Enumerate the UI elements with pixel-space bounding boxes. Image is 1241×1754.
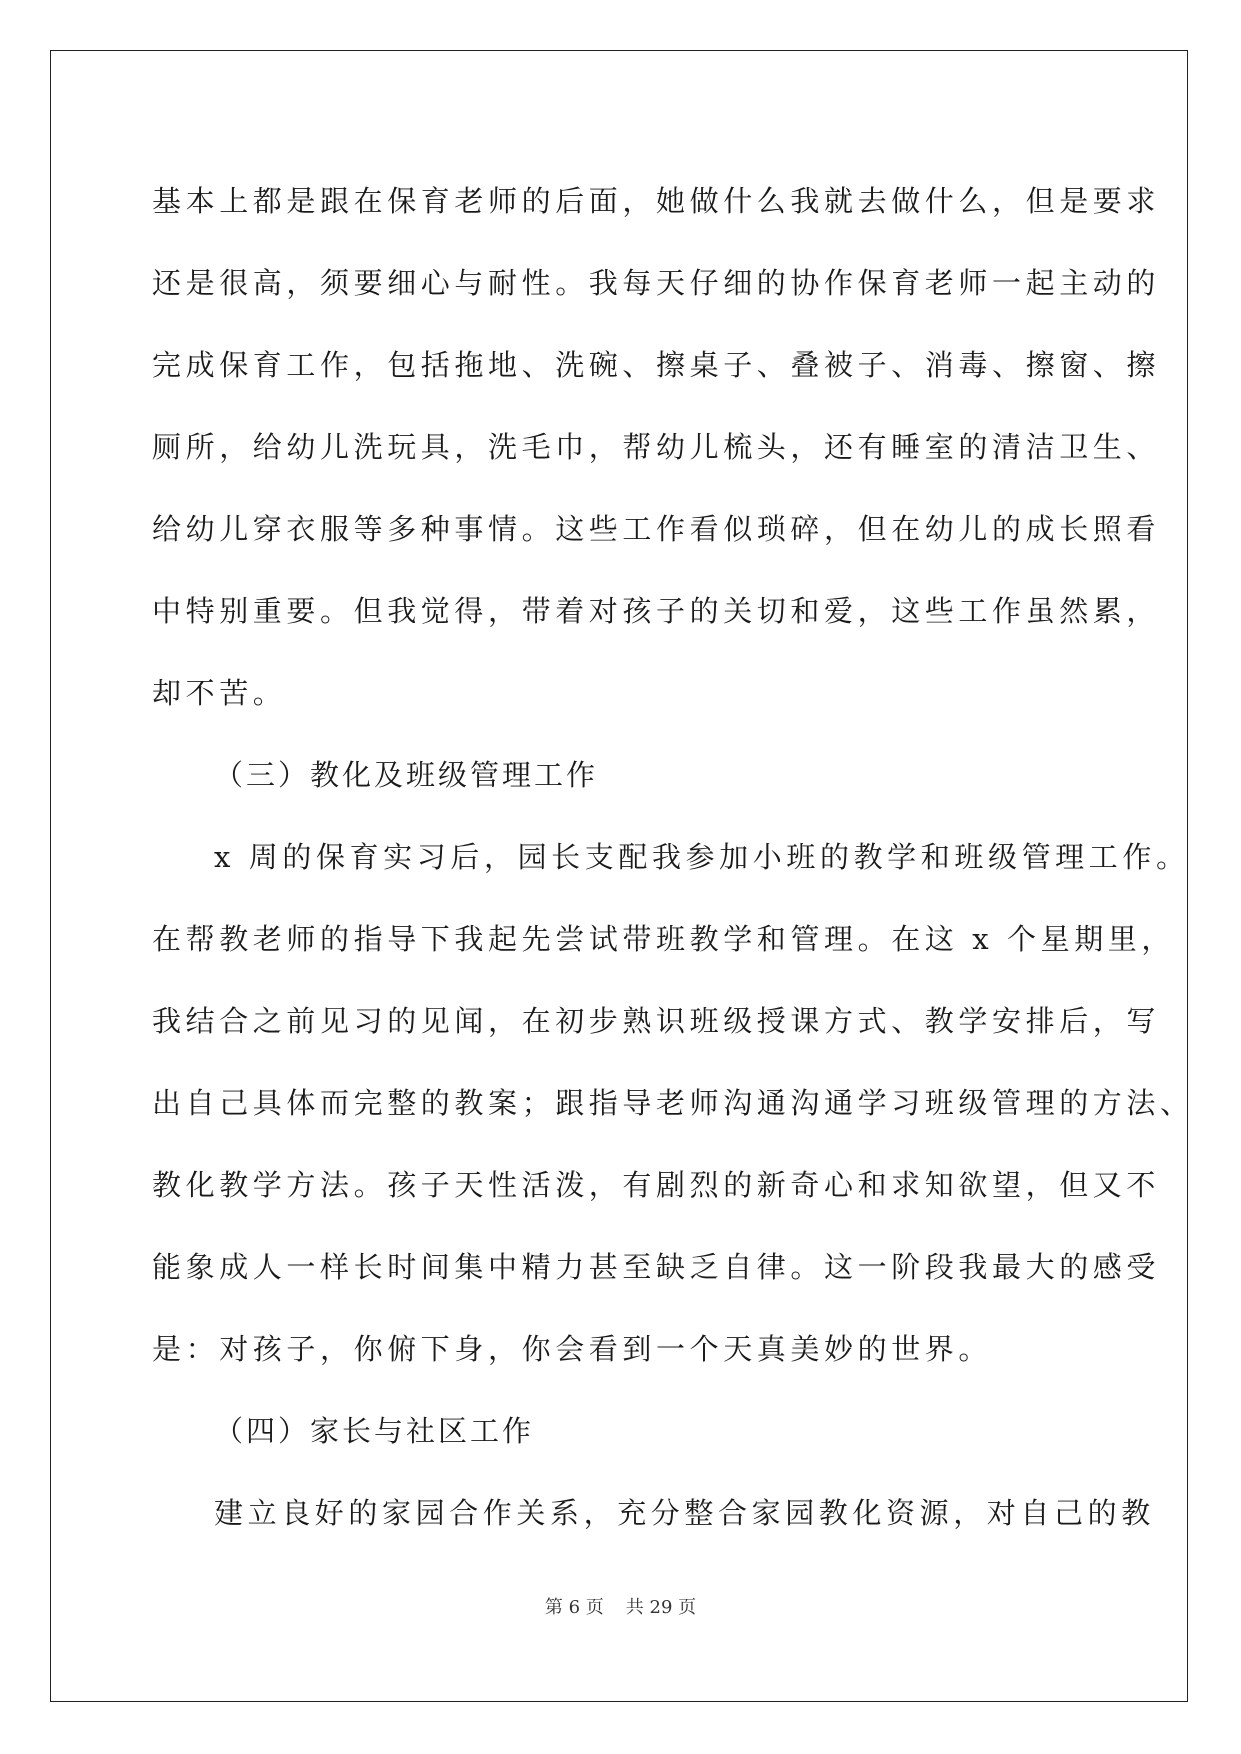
paragraph-line: x 周的保育实习后，园长支配我参加小班的教学和班级管理工作。 [214, 840, 1190, 874]
paragraph-line: 在帮教老师的指导下我起先尝试带班教学和管理。在这 x 个星期里， [152, 922, 1175, 956]
paragraph-line: 中特别重要。但我觉得，带着对孩子的关切和爱，这些工作虽然累， [152, 594, 1161, 628]
section-heading-4: （四）家长与社区工作 [214, 1414, 535, 1448]
paragraph-line: 完成保育工作，包括拖地、洗碗、擦桌子、叠被子、消毒、擦窗、擦 [152, 348, 1161, 382]
paragraph-line: 是：对孩子，你俯下身，你会看到一个天真美妙的世界。 [152, 1332, 993, 1366]
page-number: 第 6 页 [544, 1597, 604, 1618]
paragraph-line: 基本上都是跟在保育老师的后面，她做什么我就去做什么，但是要求 [152, 184, 1161, 218]
section-heading-3: （三）教化及班级管理工作 [214, 758, 599, 792]
page-footer [0, 1593, 1241, 1619]
paragraph-line: 教化教学方法。孩子天性活泼，有剧烈的新奇心和求知欲望，但又不 [152, 1168, 1161, 1202]
paragraph-line: 我结合之前见习的见闻，在初步熟识班级授课方式、教学安排后，写 [152, 1004, 1161, 1038]
paragraph-line: 还是很高，须要细心与耐性。我每天仔细的协作保育老师一起主动的 [152, 266, 1161, 300]
document-body [152, 160, 1194, 1554]
paragraph-line: 却不苦。 [152, 676, 287, 710]
paragraph-line: 建立良好的家园合作关系，充分整合家园教化资源，对自己的教 [214, 1496, 1155, 1530]
page-total: 共 29 页 [625, 1597, 697, 1618]
paragraph-line: 厕所，给幼儿洗玩具，洗毛巾，帮幼儿梳头，还有睡室的清洁卫生、 [152, 430, 1161, 464]
paragraph-line: 给幼儿穿衣服等多种事情。这些工作看似琐碎，但在幼儿的成长照看 [152, 512, 1161, 546]
paragraph-line: 出自己具体而完整的教案；跟指导老师沟通沟通学习班级管理的方法、 [152, 1086, 1194, 1120]
paragraph-line: 能象成人一样长时间集中精力甚至缺乏自律。这一阶段我最大的感受 [152, 1250, 1161, 1284]
